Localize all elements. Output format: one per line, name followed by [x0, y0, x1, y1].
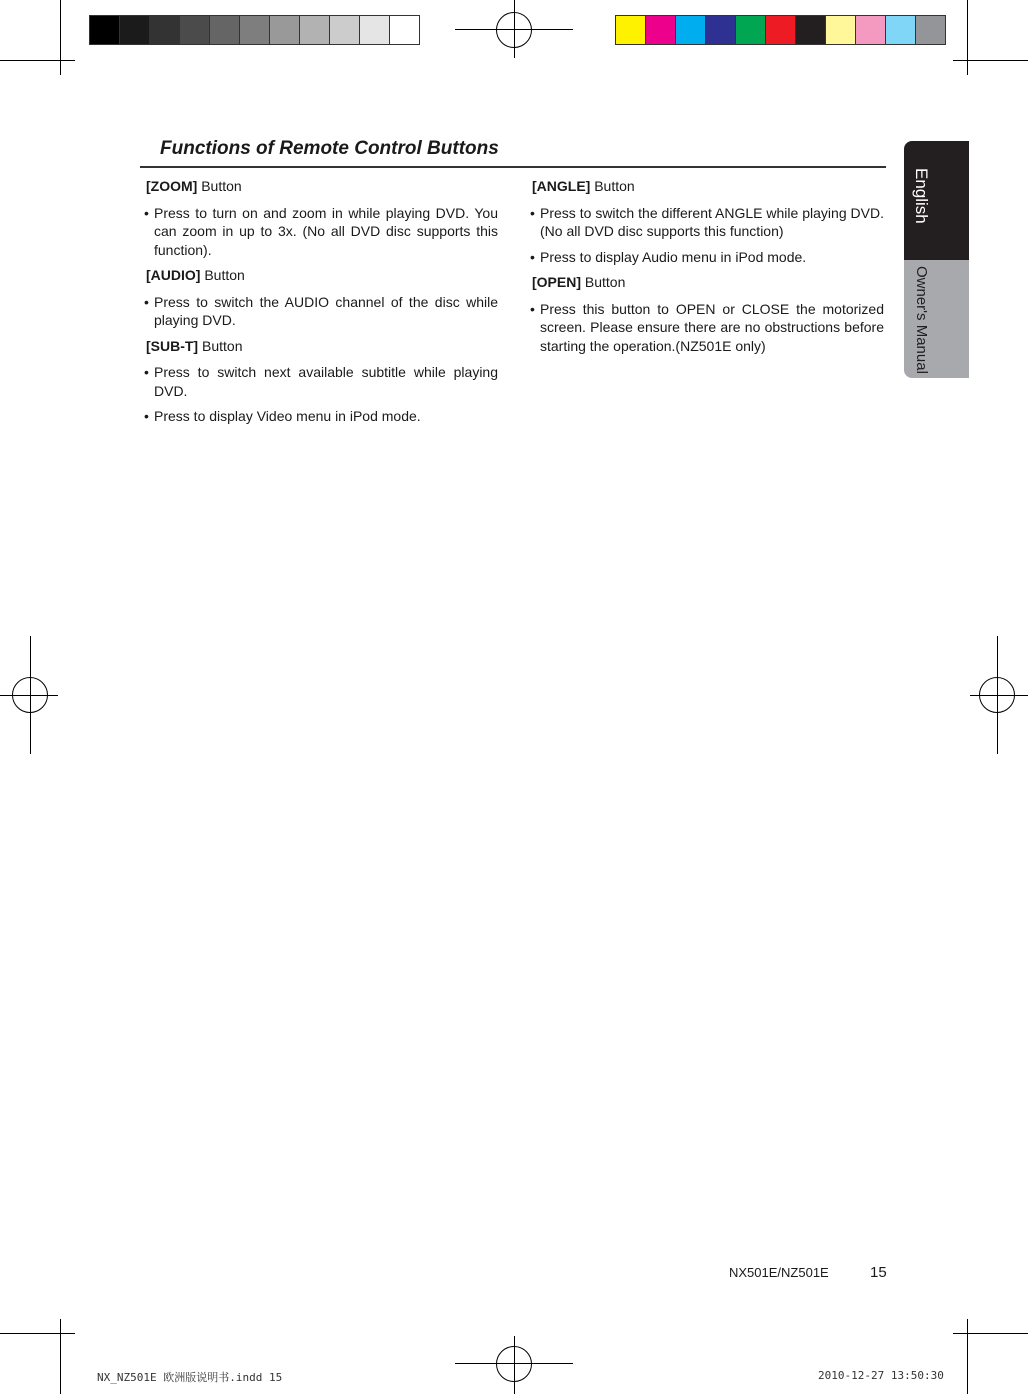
color-swatch: [676, 16, 706, 44]
color-swatch: [736, 16, 766, 44]
color-swatch: [856, 16, 886, 44]
bullet-item: [530, 204, 884, 241]
color-swatch: [706, 16, 736, 44]
button-suffix: Button: [590, 178, 635, 194]
color-swatch: [646, 16, 676, 44]
color-swatch: [360, 16, 390, 44]
button-name: [ZOOM]: [146, 178, 198, 194]
bullet-icon: •: [144, 204, 149, 221]
heading-rule: [140, 166, 886, 168]
page-number: 15: [870, 1264, 887, 1281]
left-column: [144, 177, 498, 433]
manual-tab-label: Owner's Manual: [913, 266, 930, 374]
right-column: [530, 177, 884, 362]
color-swatch: [210, 16, 240, 44]
color-swatch: [300, 16, 330, 44]
bullet-text: Press to display Audio menu in iPod mode.: [540, 248, 807, 265]
color-swatch: [916, 16, 945, 44]
color-swatch: [150, 16, 180, 44]
bullet-item: [530, 248, 884, 267]
bullet-icon: •: [530, 248, 535, 265]
color-swatch: [330, 16, 360, 44]
color-swatch: [240, 16, 270, 44]
button-title: [146, 337, 498, 356]
color-swatch: [270, 16, 300, 44]
bullet-item: [144, 293, 498, 330]
button-name: [AUDIO]: [146, 267, 201, 283]
button-title: [532, 177, 884, 196]
model-number: NX501E/NZ501E: [729, 1265, 829, 1280]
bullet-text: Press to switch the different ANGLE while playing DVD. (No all DVD disc supports this function): [540, 204, 884, 239]
bullet-item: [144, 363, 498, 400]
color-swatch: [180, 16, 210, 44]
bullet-text: Press to switch the AUDIO channel of the disc while playing DVD.: [154, 293, 498, 328]
color-swatch: [616, 16, 646, 44]
bullet-text: Press to display Video menu in iPod mode.: [154, 408, 421, 424]
color-swatch: [826, 16, 856, 44]
button-name: [ANGLE]: [532, 178, 591, 194]
slug-filename: NX_NZ501E 欧洲版说明书.indd 15: [97, 1371, 283, 1384]
slug-timestamp: 2010-12-27 13:50:30: [818, 1369, 944, 1382]
button-suffix: Button: [200, 267, 245, 283]
button-title: [146, 266, 498, 285]
bullet-icon: •: [144, 408, 149, 424]
bullet-text: Press to switch next available subtitle while playing DVD.: [154, 364, 498, 399]
bullet-text: Press to turn on and zoom in while playing DVD. You can zoom in up to 3x. (No all DVD disc supports this function).: [154, 204, 498, 258]
button-suffix: Button: [198, 337, 243, 354]
section-heading: Functions of Remote Control Buttons: [160, 138, 499, 159]
button-suffix: Button: [197, 178, 242, 194]
color-swatch: [390, 16, 419, 44]
language-tab-label: English: [912, 168, 931, 224]
button-suffix: Button: [581, 274, 626, 290]
color-swatch: [886, 16, 916, 44]
bullet-icon: •: [530, 300, 535, 317]
bullet-icon: •: [144, 293, 149, 310]
bullet-item: [530, 300, 884, 356]
button-title: [532, 273, 884, 292]
bullet-item: [144, 204, 498, 260]
color-swatch: [796, 16, 826, 44]
button-name: [OPEN]: [532, 274, 581, 290]
color-swatch: [766, 16, 796, 44]
color-swatch: [120, 16, 150, 44]
button-name: [SUB-T]: [146, 337, 199, 354]
bullet-icon: •: [144, 364, 149, 380]
button-title: [146, 177, 498, 196]
bullet-text: Press this button to OPEN or CLOSE the motorized screen. Please ensure there are no obstructions before starting the operation.(NZ501E only): [540, 300, 884, 354]
bullet-item: [144, 407, 498, 426]
color-swatch: [90, 16, 120, 44]
bullet-icon: •: [530, 204, 535, 221]
grayscale-color-bar: [89, 15, 420, 45]
cmyk-color-bar: [615, 15, 946, 45]
